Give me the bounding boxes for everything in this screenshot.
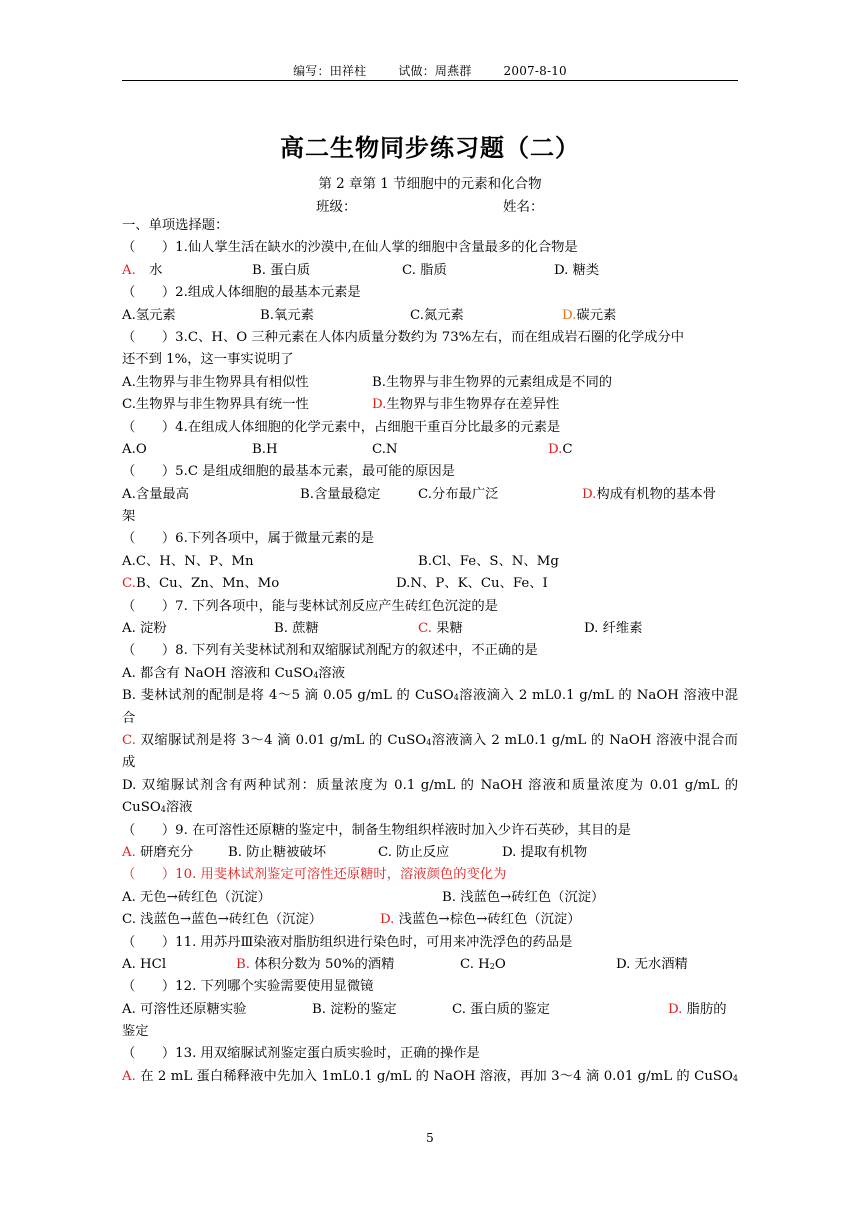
q8-option-b-line1	[122, 685, 738, 707]
question-8-stem: （ ）8. 下列有关斐林试剂和双缩脲试剂配方的叙述中，不正确的是	[122, 643, 538, 659]
q1-option-b: B. 蛋白质	[252, 262, 311, 278]
q7-option-d: D. 纤维素	[584, 621, 643, 637]
page-number: 5	[426, 1131, 434, 1145]
section-heading: 一、单项选择题：	[122, 218, 229, 233]
q8-option-d-line2	[122, 797, 738, 819]
q8-option-c-letter: C.	[122, 732, 136, 748]
q11-option-c: C. H	[460, 956, 490, 972]
q3-option-d-letter: D.	[372, 397, 387, 413]
q4-option-c: C.N	[372, 441, 398, 457]
question-10-options-cd	[122, 909, 738, 931]
q6-option-c-letter: C.	[122, 576, 136, 592]
q9-option-d: D. 提取有机物	[502, 844, 588, 860]
q6-option-c: B、Cu、Zn、Mn、Mo	[135, 576, 280, 592]
q8-option-a	[122, 663, 738, 685]
q6-option-d: D.N、P、K、Cu、Fe、I	[396, 576, 548, 592]
q12-option-b: B. 淀粉的鉴定	[312, 1001, 397, 1017]
question-3-options-cd	[122, 394, 738, 416]
question-6-stem: （ ）6.下列各项中，属于微量元素的是	[122, 531, 375, 547]
q8-option-d-line1: D. 双缩脲试剂含有两种试剂：质量浓度为 0.1 g/mL 的 NaOH 溶液和质量浓度为 0.01 g/mL 的	[122, 777, 738, 793]
q12-option-d-letter: D.	[668, 1001, 683, 1017]
question-6-options-ab	[122, 551, 738, 573]
question-11-stem: （ ）11. 用苏丹Ⅲ染液对脂肪组织进行染色时，可用来冲洗浮色的药品是	[122, 934, 573, 950]
q6-option-b: B.Cl、Fe、S、N、Mg	[418, 553, 559, 569]
q8-option-c-line1	[122, 730, 738, 752]
question-9-stem: （ ）9. 在可溶性还原糖的鉴定中，制备生物组织样液时加入少许石英砂，其目的是	[122, 822, 631, 838]
q9-option-a: 研磨充分	[140, 844, 194, 860]
q5-option-d: 构成有机物的基本骨	[596, 486, 717, 502]
question-7-stem: （ ）7. 下列各项中，能与斐林试剂反应产生砖红色沉淀的是	[122, 598, 498, 614]
q9-option-a-letter: A.	[122, 844, 136, 860]
q10-option-c: C. 浅蓝色→蓝色→砖红色（沉淀）	[122, 912, 322, 928]
q8-option-d-sub: 4	[160, 805, 166, 815]
q2-option-b: B.氧元素	[260, 307, 314, 323]
q8-option-b-sub: 4	[453, 693, 459, 703]
q11-option-d: D. 无水酒精	[616, 956, 688, 972]
question-5-stem: （ ）5.C 是组成细胞的最基本元素，最可能的原因是	[122, 464, 455, 480]
name-label: 姓名：	[503, 199, 544, 215]
q5-option-d-continued: 架	[122, 509, 136, 525]
q2-option-d-letter: D.	[562, 307, 577, 323]
q2-option-d: 碳元素	[576, 307, 617, 323]
q4-option-d-letter: D.	[548, 441, 563, 457]
header-rule	[122, 80, 738, 81]
q11-option-a: A. HCl	[122, 956, 167, 972]
q1-option-c: C. 脂质	[402, 262, 447, 278]
question-5-options	[122, 484, 738, 506]
page-subtitle: 第 2 章第 1 节细胞中的元素和化合物	[318, 176, 542, 192]
q8-option-c-line2: 成	[122, 755, 136, 771]
question-10-stem: （ ）10. 用斐林试剂鉴定可溶性还原糖时，溶液颜色的变化为	[122, 867, 507, 883]
q13-option-a-text: 在 2 mL 蛋白稀释液中先加入 1mL0.1 g/mL 的 NaOH 溶液，再加 3～4 滴 0.01 g/mL 的 CuSO	[140, 1068, 733, 1084]
question-12-options	[122, 999, 738, 1021]
q13-option-a-letter: A.	[122, 1068, 136, 1084]
q11-option-b: 体积分数为 50%的酒精	[254, 956, 395, 972]
q2-option-c: C.氮元素	[410, 307, 464, 323]
header-date: 2007-8-10	[503, 64, 567, 78]
class-label: 班级：	[316, 199, 357, 215]
question-list	[122, 215, 738, 1088]
question-3-stem-line1: （ ）3.C、H、O 三种元素在人体内质量分数约为 73%左右，而在组成岩石圈的化学成分中	[122, 329, 685, 345]
header-author: 编写：田祥柱	[293, 64, 367, 78]
q8-option-a-sub: 4	[313, 670, 319, 680]
q7-option-b: B. 蔗糖	[274, 621, 319, 637]
q1-option-a: 水	[135, 262, 163, 278]
q4-option-d: C	[562, 441, 573, 457]
q10-option-d-letter: D.	[380, 912, 395, 928]
question-9-options	[122, 842, 738, 864]
q11-option-b-letter: B.	[236, 956, 250, 972]
question-10-options-ab	[122, 887, 738, 909]
question-13-stem: （ ）13. 用双缩脲试剂鉴定蛋白质实验时，正确的操作是	[122, 1046, 480, 1062]
question-12-stem: （ ）12. 下列哪个实验需要使用显微镜	[122, 979, 374, 995]
question-6-options-cd	[122, 573, 738, 595]
q5-option-c: C.分布最广泛	[418, 486, 499, 502]
q1-option-d: D. 糖类	[554, 262, 600, 278]
q10-option-d: 浅蓝色→棕色→砖红色（沉淀）	[398, 912, 581, 928]
q12-option-d: 脂肪的	[686, 1001, 727, 1017]
q3-option-a: A.生物界与非生物界具有相似性	[122, 374, 309, 390]
header-tester: 试做：周燕群	[398, 64, 472, 78]
q8-option-b-text-end: 溶液滴入 2 mL0.1 g/mL 的 NaOH 溶液中混	[458, 688, 738, 704]
page-header	[122, 62, 738, 79]
q10-option-a: A. 无色→砖红色（沉淀）	[122, 889, 271, 905]
q3-option-c: C.生物界与非生物界具有统一性	[122, 397, 309, 413]
q5-option-d-letter: D.	[582, 486, 597, 502]
q13-option-a-sub: 4	[732, 1073, 738, 1083]
question-1-stem: （ ）1.仙人掌生活在缺水的沙漠中,在仙人掌的细胞中含量最多的化合物是	[122, 240, 578, 256]
q5-option-b: B.含量最稳定	[300, 486, 381, 502]
q8-option-b-text: B. 斐林试剂的配制是将 4～5 滴 0.05 g/mL 的 CuSO	[122, 688, 454, 704]
q13-option-a	[122, 1066, 738, 1088]
q4-option-a: A.O	[122, 441, 147, 457]
q8-option-c-text: 双缩脲试剂是将 3～4 滴 0.01 g/mL 的 CuSO	[140, 732, 427, 748]
q4-option-b: B.H	[252, 441, 278, 457]
q7-option-c-letter: C.	[418, 621, 432, 637]
q8-option-a-text-end: 溶液	[318, 665, 346, 681]
question-3-options-ab	[122, 372, 738, 394]
question-4-options	[122, 439, 738, 461]
q8-option-c-text-end: 溶液滴入 2 mL0.1 g/mL 的 NaOH 溶液中混合而	[431, 732, 738, 748]
q1-option-a-letter: A.	[122, 262, 136, 278]
q11-option-c-sub: 2	[489, 961, 495, 971]
question-11-options	[122, 954, 738, 976]
q12-option-a: A. 可溶性还原糖实验	[122, 1001, 247, 1017]
q5-option-a: A.含量最高	[122, 486, 190, 502]
question-2-options	[122, 305, 738, 327]
q9-option-c: C. 防止反应	[378, 844, 450, 860]
question-2-stem: （ ）2.组成人体细胞的最基本元素是	[122, 285, 361, 301]
q12-option-c: C. 蛋白质的鉴定	[452, 1001, 550, 1017]
page-title: 高二生物同步练习题（二）	[280, 134, 580, 162]
q3-option-d: 生物界与非生物界存在差异性	[386, 397, 560, 413]
q10-option-b: B. 浅蓝色→砖红色（沉淀）	[442, 889, 605, 905]
q2-option-a: A.氢元素	[122, 307, 176, 323]
question-7-options	[122, 618, 738, 640]
q6-option-a: A.C、H、N、P、Mn	[122, 553, 254, 569]
q3-option-b: B.生物界与非生物界的元素组成是不同的	[372, 374, 613, 390]
q8-option-c-sub: 4	[426, 737, 432, 747]
question-4-stem: （ ）4.在组成人体细胞的化学元素中，占细胞干重百分比最多的元素是	[122, 419, 561, 435]
q8-option-b-line2: 合	[122, 710, 136, 726]
q11-option-c-end: O	[494, 956, 506, 972]
q12-option-d-continued: 鉴定	[122, 1024, 149, 1040]
q9-option-b: B. 防止糖被破坏	[228, 844, 327, 860]
question-1-options	[122, 260, 738, 282]
q8-option-d-text-end: 溶液	[165, 800, 193, 816]
q7-option-a: A. 淀粉	[122, 621, 167, 637]
q8-option-d-text: CuSO	[122, 800, 161, 816]
q8-option-a-text: A. 都含有 NaOH 溶液和 CuSO	[122, 665, 314, 681]
question-3-stem-line2: 还不到 1%，这一事实说明了	[122, 352, 294, 368]
q7-option-c: 果糖	[436, 621, 463, 637]
